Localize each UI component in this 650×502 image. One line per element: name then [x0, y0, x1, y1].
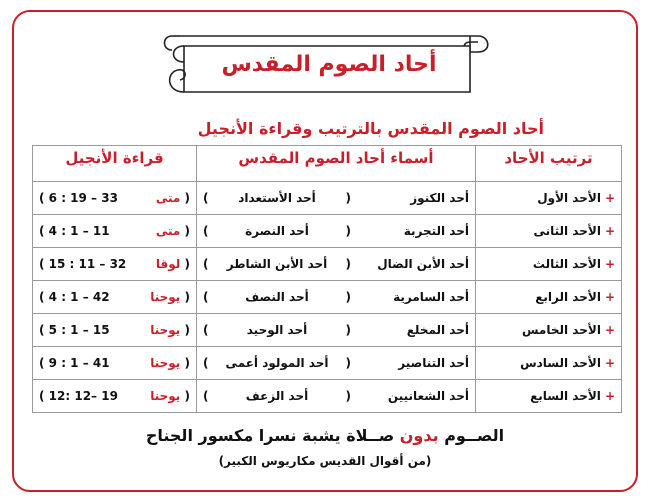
- sunday-name: أحد الكنوز: [410, 191, 469, 205]
- plus-marker: +: [604, 257, 615, 271]
- names-cell: [197, 347, 476, 380]
- reading-cell: ( يوحنا 12: 12– 19 ): [33, 380, 197, 413]
- sunday-alt-name: أحد الأبن الشاطر: [226, 257, 328, 271]
- sunday-order: الأحد الأول: [537, 191, 601, 205]
- alt-name-group: ( أحد الوحيد ): [203, 323, 351, 337]
- table-header-row: [33, 146, 622, 182]
- names-cell: [197, 215, 476, 248]
- sunday-alt-name: أحد المولود أعمى: [225, 356, 329, 370]
- sunday-order: الأحد السادس: [520, 356, 601, 370]
- header-reading: قراءة الأنجيل: [33, 146, 197, 182]
- gospel-book: يوحنا: [150, 323, 181, 337]
- sunday-alt-name: أحد الوحيد: [246, 323, 308, 337]
- plus-marker: +: [604, 290, 615, 304]
- alt-name-group: ( أحد الأبن الشاطر ): [203, 257, 351, 271]
- names-cell: [197, 380, 476, 413]
- banner-title: أحاد الصوم المقدس: [221, 52, 437, 77]
- gospel-book: متى: [155, 191, 181, 205]
- order-cell: [476, 380, 622, 413]
- sunday-name: أحد الشعانيين: [387, 389, 469, 403]
- plus-marker: +: [604, 191, 615, 205]
- sunday-name: أحد الأبن الضال: [377, 257, 469, 271]
- sunday-alt-name: أحد الأستعداد: [238, 191, 316, 205]
- page-subtitle: أحاد الصوم المقدس بالترتيب وقراءة الأنجيل: [197, 119, 544, 138]
- footer-quote-highlight: بدون: [399, 426, 439, 445]
- order-cell: [476, 215, 622, 248]
- gospel-ref: 4 : 1 – 11: [48, 224, 110, 238]
- gospel-ref: 5 : 1 – 15: [48, 323, 110, 337]
- gospel-book: يوحنا: [150, 389, 181, 403]
- order-cell: [476, 248, 622, 281]
- reading-cell: ( متى 4 : 1 – 11 ): [33, 215, 197, 248]
- plus-marker: +: [604, 356, 615, 370]
- reading-cell: ( يوحنا 5 : 1 – 15 ): [33, 314, 197, 347]
- sunday-order: الأحد الخامس: [521, 323, 601, 337]
- table-row: [33, 215, 622, 248]
- alt-name-group: ( أحد النصرة ): [203, 224, 351, 238]
- order-cell: [476, 281, 622, 314]
- sunday-alt-name: أحد الزعف: [245, 389, 309, 403]
- names-cell: [197, 314, 476, 347]
- sunday-name: أحد السامرية: [393, 290, 469, 304]
- sunday-alt-name: أحد النصف: [245, 290, 309, 304]
- scroll-banner: [160, 22, 498, 104]
- plus-marker: +: [604, 389, 615, 403]
- names-cell: [197, 281, 476, 314]
- reading-cell: ( يوحنا 9 : 1 – 41 ): [33, 347, 197, 380]
- table-row: [33, 248, 622, 281]
- table-row: [33, 182, 622, 215]
- table-row: [33, 380, 622, 413]
- reading-cell: ( متى 6 : 19 – 33 ): [33, 182, 197, 215]
- order-cell: [476, 314, 622, 347]
- gospel-ref: 9 : 1 – 41: [48, 356, 110, 370]
- sunday-order: الأحد الثانى: [533, 224, 601, 238]
- sunday-name: أحد التجربة: [403, 224, 469, 238]
- sunday-order: الأحد السابع: [530, 389, 601, 403]
- sunday-order: الأحد الثالث: [532, 257, 601, 271]
- order-cell: [476, 347, 622, 380]
- table-body: [33, 182, 622, 413]
- alt-name-group: ( أحد المولود أعمى ): [203, 356, 351, 370]
- footer-quote-end: صــلاة يشبة نسرا مكسور الجناح: [145, 426, 395, 445]
- gospel-book: يوحنا: [150, 290, 181, 304]
- gospel-ref: 6 : 19 – 33: [48, 191, 118, 205]
- table-row: [33, 347, 622, 380]
- order-cell: [476, 182, 622, 215]
- plus-marker: +: [604, 224, 615, 238]
- gospel-book: يوحنا: [150, 356, 181, 370]
- sunday-name: أحد المخلع: [406, 323, 469, 337]
- header-order: ترتيب الأحاد: [476, 146, 622, 182]
- table-row: [33, 314, 622, 347]
- alt-name-group: ( أحد النصف ): [203, 290, 351, 304]
- footer-quote: [0, 426, 650, 445]
- footer-attribution: (من أقوال القديس مكاريوس الكبير): [218, 454, 432, 468]
- sunday-name: أحد التناصير: [398, 356, 469, 370]
- sundays-table: [32, 145, 622, 413]
- gospel-ref: 4 : 1 – 42: [48, 290, 110, 304]
- names-cell: [197, 248, 476, 281]
- alt-name-group: ( أحد الأستعداد ): [203, 191, 351, 205]
- gospel-book: متى: [155, 224, 181, 238]
- plus-marker: +: [604, 323, 615, 337]
- gospel-ref: 15 : 11 – 32: [48, 257, 127, 271]
- gospel-ref: 12: 12– 19: [48, 389, 118, 403]
- gospel-book: لوقا: [155, 257, 181, 271]
- reading-cell: ( يوحنا 4 : 1 – 42 ): [33, 281, 197, 314]
- header-names: أسماء أحاد الصوم المقدس: [197, 146, 476, 182]
- alt-name-group: ( أحد الزعف ): [203, 389, 351, 403]
- sunday-alt-name: أحد النصرة: [245, 224, 309, 238]
- footer-quote-start: الصــوم: [444, 426, 505, 445]
- sunday-order: الأحد الرابع: [535, 290, 601, 304]
- table-row: [33, 281, 622, 314]
- names-cell: [197, 182, 476, 215]
- reading-cell: ( لوقا 15 : 11 – 32 ): [33, 248, 197, 281]
